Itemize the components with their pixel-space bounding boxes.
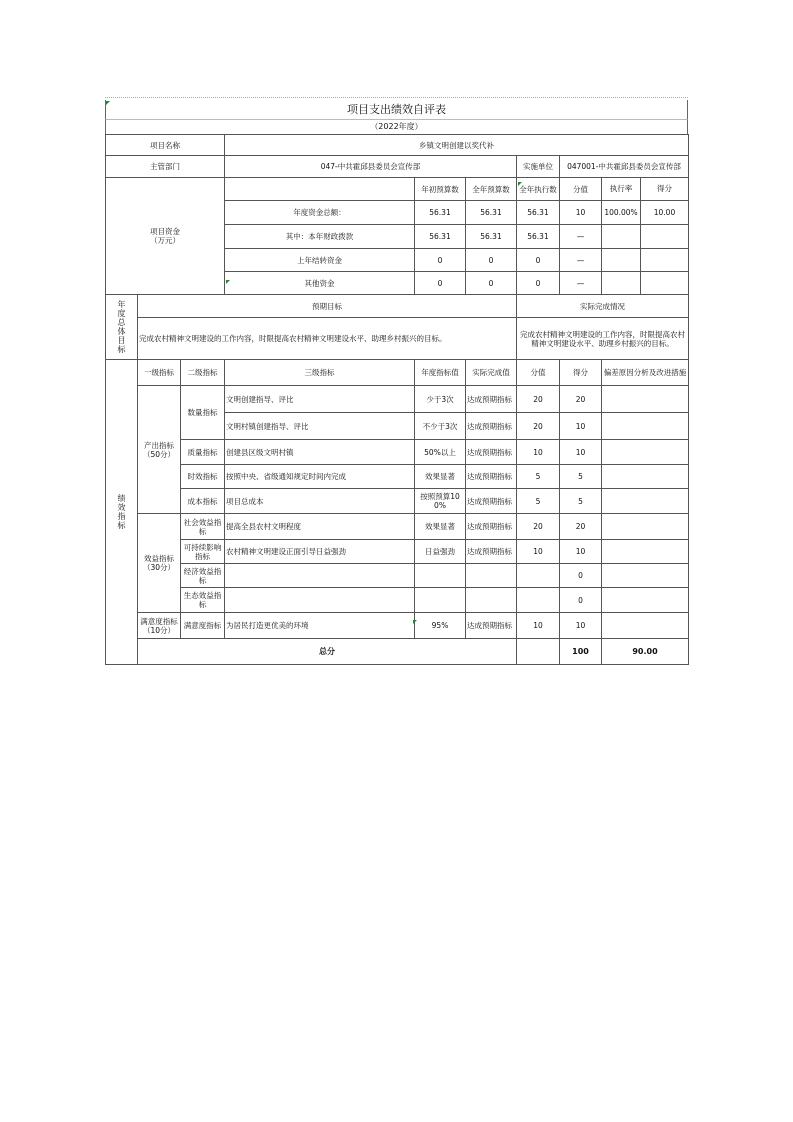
expected-goal-text: 完成农村精神文明建设的工作内容，时限提高农村精神文明建设水平、助理乡村振兴的目标。 [138,318,517,360]
project-name-row [106,135,689,156]
score: 5 [517,489,560,514]
funds-cell: 56.31 [466,225,517,249]
funds-cell: 56.31 [466,201,517,225]
level2-economic: 经济效益指标 [181,564,225,588]
target: 日益强劲 [415,540,466,564]
funds-cell [641,225,688,248]
indicator-header: 年度指标值 [415,360,466,386]
actual [466,588,517,613]
indicator-row [106,613,689,639]
self-evaluation-sheet [105,100,688,665]
deviation [602,413,689,440]
funds-cell: 0 [466,272,517,295]
deviation [602,465,689,489]
score: 10 [517,613,560,639]
actual: 达成预期指标 [466,540,517,564]
score: 10 [517,540,560,564]
level3: 提高全县农村文明程度 [225,514,415,540]
level3 [225,564,415,588]
total-label: 总分 [138,639,517,665]
funds-cell: 0 [466,249,517,272]
expected-goal-label: 预期目标 [138,295,517,318]
deviation [602,440,689,465]
actual-result-text: 完成农村精神文明建设的工作内容，时限提高农村精神文明建设水平、助理乡村振兴的目标。 [517,318,689,360]
level1-output: 产出指标 （50分） [138,386,181,514]
page-title: 项目支出绩效自评表 [105,100,688,120]
goals-content-row [106,318,689,360]
funds-header-blank [225,178,415,201]
total-row [106,639,689,665]
level2-timeliness: 时效指标 [181,465,225,489]
target [415,564,466,588]
target: 效果显著 [415,465,466,489]
funds-header-2: 全年执行数 [517,178,560,201]
funds-header-4-5 [602,178,689,201]
funds-header-4: 执行率 [602,178,641,200]
funds-header-3: 分值 [560,178,602,201]
actual: 达成预期指标 [466,489,517,514]
funds-header-0: 年初预算数 [415,178,466,201]
score: 5 [517,465,560,489]
cell-comment-marker [226,280,230,284]
funds-cell: 10 [560,201,602,225]
target: 少于3次 [415,386,466,413]
level3: 创建县区级文明村镇 [225,440,415,465]
deviation [602,514,689,540]
funds-cell-pair [602,225,689,249]
score: 20 [517,514,560,540]
funds-cell: 0 [517,272,560,295]
indicator-header: 一级指标 [138,360,181,386]
score: 10 [517,440,560,465]
indicator-header: 得分 [560,360,602,386]
got: 10 [560,540,602,564]
deviation [602,386,689,413]
actual: 达成预期指标 [466,465,517,489]
funds-cell: 0 [415,272,466,295]
indicator-header: 偏差原因分析及改进措施 [602,360,689,386]
actual: 达成预期指标 [466,440,517,465]
funds-cell [641,249,688,271]
dept-label: 主管部门 [106,156,225,178]
got: 10 [560,613,602,639]
funds-cell: 0 [415,249,466,272]
funds-label: 项目资金 （万元） [106,178,225,295]
department-row [106,156,689,178]
project-name-value: 乡镇文明创建以奖代补 [225,135,689,156]
got: 10 [560,413,602,440]
impl-label: 实施单位 [517,156,560,178]
indicator-row [106,489,689,514]
funds-cell: 56.31 [415,201,466,225]
target: 不少于3次 [415,413,466,440]
level2-cost: 成本指标 [181,489,225,514]
funds-cell [641,272,688,294]
got: 0 [560,588,602,613]
actual-result-label: 实际完成情况 [517,295,689,318]
got: 0 [560,564,602,588]
target: 按照预算100% [415,489,466,514]
funds-cell: 56.31 [415,225,466,249]
funds-header-row [106,178,689,201]
funds-cell: 56.31 [517,225,560,249]
year-subtitle: （2022年度） [105,120,688,134]
funds-cell [602,225,641,248]
funds-cell: — [560,225,602,249]
score [517,588,560,613]
indicator-header: 实际完成值 [466,360,517,386]
got: 20 [560,514,602,540]
funds-cell: 56.31 [517,201,560,225]
funds-row-label: 其他资金 [225,272,415,295]
funds-row-label: 年度资金总额： [225,201,415,225]
actual: 达成预期指标 [466,514,517,540]
deviation [602,564,689,588]
level3: 文明创建指导、评比 [225,386,415,413]
got: 5 [560,489,602,514]
indicator-row [106,514,689,540]
score: 20 [517,413,560,440]
level3 [225,588,415,613]
cell-comment-marker [413,620,417,624]
indicators-header-row [106,360,689,386]
actual: 达成预期指标 [466,386,517,413]
deviation [602,489,689,514]
goals-header-row [106,295,689,318]
indicator-row [106,440,689,465]
got: 10 [560,440,602,465]
funds-cell: — [560,249,602,272]
deviation [602,588,689,613]
got: 20 [560,386,602,413]
funds-header-5: 得分 [657,184,672,193]
indicator-header: 三级指标 [225,360,415,386]
funds-cell [602,249,641,271]
cell-comment-marker [518,182,522,186]
total-blank [517,639,560,665]
level3: 农村精神文明建设正面引导日益强劲 [225,540,415,564]
level2-sustainable: 可持续影响指标 [181,540,225,564]
level3: 项目总成本 [225,489,415,514]
level3: 为居民打造更优美的环境 [225,613,415,639]
indicator-header: 二级指标 [181,360,225,386]
indicator-row [106,588,689,613]
indicator-row [106,386,689,413]
cell-comment-marker [106,101,110,105]
level3: 文明村镇创建指导、评比 [225,413,415,440]
indicators-label: 绩效指标 [106,360,138,665]
level2-ecological: 生态效益指标 [181,588,225,613]
level2-quality: 质量指标 [181,440,225,465]
score [517,564,560,588]
indicator-row [106,465,689,489]
indicator-row [106,564,689,588]
funds-cell-pair [602,249,689,272]
funds-header-1: 全年预算数 [466,178,517,201]
indicator-header: 分值 [517,360,560,386]
total-score: 100 [560,639,602,665]
funds-cell: 0 [517,249,560,272]
level1-satisfaction: 满意度指标（10分） [138,613,181,639]
level3: 按照中央、省级通知规定时间内完成 [225,465,415,489]
level2-quantity: 数量指标 [181,386,225,440]
funds-row-label: 其中：本年财政拨款 [225,225,415,249]
evaluation-table [105,134,689,665]
target [415,588,466,613]
level2-satisfaction: 满意度指标 [181,613,225,639]
goals-label: 年度总体目标 [106,295,138,360]
funds-cell: — [560,272,602,295]
funds-cell: 100.00% [602,201,641,224]
actual: 达成预期指标 [466,413,517,440]
indicator-row [106,540,689,564]
funds-row-label: 上年结转资金 [225,249,415,272]
target: 95% [415,613,466,639]
impl-value: 047001-中共霍邱县委员会宣传部 [560,156,689,178]
target: 效果显著 [415,514,466,540]
dept-value: 047-中共霍邱县委员会宣传部 [225,156,517,178]
actual [466,564,517,588]
target: 50%以上 [415,440,466,465]
funds-cell-pair [602,201,689,225]
got: 5 [560,465,602,489]
project-name-label: 项目名称 [106,135,225,156]
level1-benefit: 效益指标 （30分） [138,514,181,613]
level2-social: 社会效益指标 [181,514,225,540]
funds-cell-pair [602,272,689,295]
deviation [602,540,689,564]
funds-cell: 10.00 [653,208,676,217]
funds-cell [602,272,641,294]
deviation [602,613,689,639]
actual: 达成预期指标 [466,613,517,639]
total-got: 90.00 [602,639,689,665]
score: 20 [517,386,560,413]
